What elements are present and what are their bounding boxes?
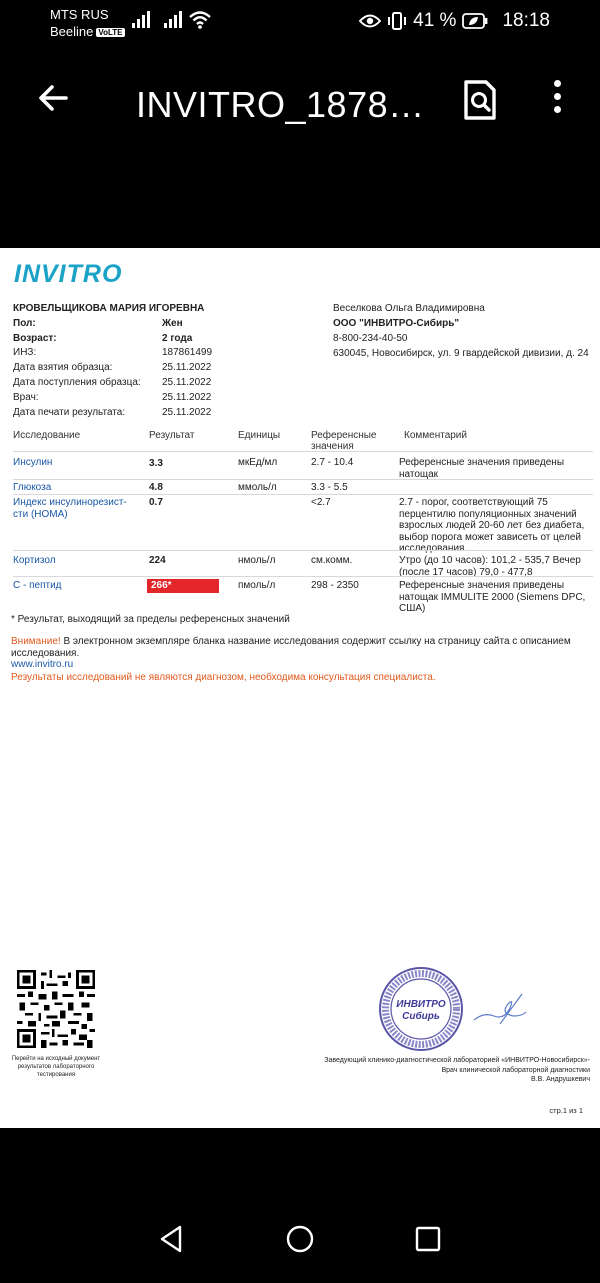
info-key: Пол: [13, 317, 36, 329]
table-row [13, 479, 593, 495]
ref-range: 298 - 2350 [311, 580, 359, 591]
document-search-icon[interactable] [460, 78, 500, 122]
table-row [13, 451, 593, 480]
result-value: 0.7 [149, 497, 163, 508]
info-value: 25.11.2022 [162, 362, 212, 374]
more-vertical-icon[interactable] [546, 80, 568, 120]
head-signature-block [240, 1056, 590, 1085]
info-value: 187861499 [162, 347, 213, 359]
info-key: Дата печати результата: [13, 406, 126, 418]
status-bar [0, 0, 600, 52]
signal-2-icon [164, 10, 184, 28]
test-name-link[interactable]: Кортизол [13, 555, 56, 566]
warning-block [11, 636, 593, 671]
navigation-bar [0, 1190, 600, 1283]
comment: Референсные значения приведены натощак [399, 457, 565, 480]
out-of-range-note: * Результат, выходящий за пределы референсных значений [11, 614, 290, 625]
lab-person: Веселкова Ольга Владимировна [333, 303, 485, 314]
info-row [13, 346, 212, 361]
info-value: 25.11.2022 [162, 391, 212, 403]
info-row [13, 376, 212, 391]
head-line-1: Заведующий клинико-диагностической лабораторией «ИНВИТРО-Новосибирск»- [324, 1057, 590, 1064]
page-number: стр.1 из 1 [549, 1106, 583, 1115]
test-name-link[interactable]: С - пептид [13, 580, 62, 591]
info-row [13, 391, 212, 406]
info-key: Возраст: [13, 332, 57, 344]
info-value: 25.11.2022 [162, 376, 212, 388]
status-right [359, 10, 550, 32]
result-value: 224 [149, 555, 166, 566]
signal-1-icon [132, 10, 152, 28]
units: пмоль/л [238, 580, 276, 591]
circle-home-icon[interactable] [285, 1224, 315, 1254]
test-name-link[interactable]: Индекс инсулинорезист-сти (HOMA) [13, 497, 127, 520]
document-page [0, 248, 600, 1128]
warning-text: В электронном экземпляре бланка название исследования содержит ссылку на страницу сайта с описанием исследования. [11, 636, 571, 659]
svg-text:ИНВИТРО: ИНВИТРО [396, 999, 446, 1010]
vibrate-icon [387, 12, 407, 30]
comment: 2.7 - порог, соответствующий 75 перцентилю популяционных значений взрослых людей 20-60 лет без диабета, выбор порога может зависеть от целей исследования. [399, 497, 585, 554]
info-row [13, 332, 212, 347]
carrier-2-label: Beeline [50, 24, 94, 39]
info-key: Врач: [13, 391, 39, 403]
head-line-3: В.В. Андрушкевич [530, 1076, 590, 1083]
arrow-left-icon[interactable] [34, 78, 74, 118]
qr-code-icon[interactable] [17, 970, 95, 1048]
signature-icon [470, 990, 530, 1030]
info-key: Дата взятия образца: [13, 362, 113, 374]
invitro-link[interactable]: www.invitro.ru [11, 659, 74, 670]
col-header-units: Единицы [238, 430, 281, 441]
out-of-range-result: 266* [147, 579, 219, 593]
info-key: Дата поступления образца: [13, 376, 141, 388]
test-name-link[interactable]: Инсулин [13, 457, 53, 468]
battery-percent: 41 % [413, 10, 457, 31]
result-value-flagged [147, 579, 219, 593]
info-row [13, 361, 212, 376]
carrier-2 [50, 24, 125, 39]
ref-range: <2.7 [311, 497, 331, 508]
result-value: 4.8 [149, 482, 163, 493]
battery-saver-icon [462, 13, 488, 29]
col-header-ref: Референсные значения [311, 430, 377, 452]
svg-text:Сибирь: Сибирь [402, 1011, 440, 1022]
wifi-icon [188, 10, 212, 30]
triangle-back-icon[interactable] [158, 1224, 184, 1254]
square-recents-icon[interactable] [414, 1225, 442, 1253]
carrier-1: MTS RUS [50, 7, 109, 22]
comment: Референсные значения приведены натощак IMMULITE 2000 (Siemens DPC, США) [399, 580, 586, 614]
table-row [13, 494, 593, 554]
app-top-bar [0, 52, 600, 152]
units: нмоль/л [238, 555, 276, 566]
info-value: Жен [162, 317, 183, 329]
table-row [13, 576, 593, 613]
info-value: 2 года [162, 332, 193, 344]
col-header-name: Исследование [13, 430, 81, 441]
lab-phone: 8-800-234-40-50 [333, 332, 408, 344]
invitro-logo: INVITRO [14, 260, 123, 288]
col-header-comment: Комментарий [404, 430, 467, 441]
lab-address: 630045, Новосибирск, ул. 9 гвардейской дивизии, д. 24 [333, 348, 589, 360]
result-value: 3.3 [149, 458, 163, 469]
stamp-icon [378, 966, 464, 1052]
head-line-2: Врач клинической лабораторной диагностики [441, 1066, 590, 1074]
info-value: 25.11.2022 [162, 406, 212, 418]
disclaimer: Результаты исследований не являются диагнозом, необходима консультация специалиста. [11, 672, 436, 683]
qr-caption: Перейти на исходный документ результатов лабораторного тестирования [11, 1056, 101, 1078]
table-row [13, 550, 593, 576]
units: мкЕд/мл [238, 457, 278, 468]
volte-badge: VoLTE [98, 28, 123, 38]
ref-range: 2.7 - 10.4 [311, 457, 354, 468]
test-name-link[interactable]: Глюкоза [13, 482, 52, 493]
ref-range: см.комм. [311, 555, 353, 566]
patient-name: КРОВЕЛЬЩИКОВА МАРИЯ ИГОРЕВНА [13, 303, 205, 314]
info-key: ИНЗ: [13, 347, 37, 359]
clock: 18:18 [502, 10, 550, 31]
lab-info [333, 302, 591, 360]
info-row [13, 406, 212, 421]
lab-org: ООО "ИНВИТРО-Сибирь" [333, 317, 460, 329]
col-header-result: Результат [149, 430, 195, 441]
units: ммоль/л [238, 482, 277, 493]
comment: Утро (до 10 часов): 101,2 - 535,7 Вечер (после 17 часов) 79,0 - 477,8 [399, 555, 581, 578]
ref-range: 3.3 - 5.5 [311, 482, 348, 493]
eye-icon [359, 13, 381, 29]
document-title: INVITRO_1878… [136, 84, 425, 125]
info-row [13, 317, 212, 332]
patient-info [13, 302, 212, 420]
warning-label: Внимание! [11, 636, 61, 647]
